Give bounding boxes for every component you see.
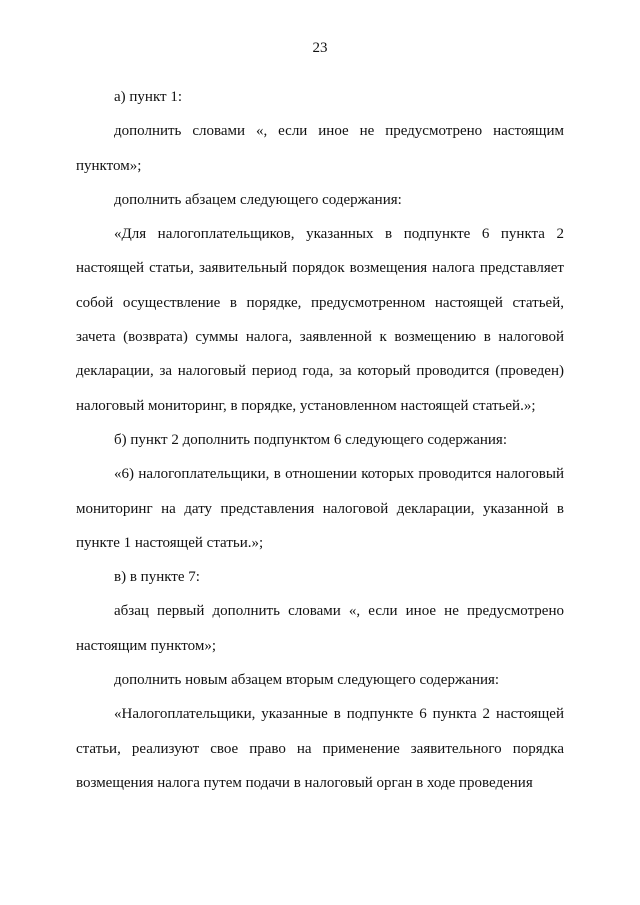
paragraph-item-a: а) пункт 1: <box>114 89 183 105</box>
paragraph-add-abzac: дополнить абзацем следующего содержания: <box>114 191 402 208</box>
paragraph-quote-declarative-order: «Для налогоплательщиков, указанных в подпункте 6 пункта 2 настоящей статьи, заявительный порядок возмещения налога представляет собой осуществление в порядке, предусмотренном настоящей статьей, зачета (возврата) суммы налога, заявленной к возмещению в налоговой декларации, за налоговый период года, за который проводится (проведен) налоговый мониторинг, в порядке, установленном настоящей статьей.»; <box>76 226 564 414</box>
paragraph-item-v: в) в пункте 7: <box>114 569 200 586</box>
paragraph-quote-subitem-6: «6) налогоплательщики, в отношении которых проводится налоговый мониторинг на дату представления налоговой декларации, указанной в пункте 1 настоящей статьи.»; <box>76 466 564 551</box>
paragraph-item-b: б) пункт 2 дополнить подпунктом 6 следующего содержания: <box>114 431 507 448</box>
page-number: 23 <box>312 40 328 56</box>
document-body <box>76 80 564 800</box>
paragraph-new-second-abzac: дополнить новым абзацем вторым следующего содержания: <box>114 672 500 689</box>
paragraph-first-abzac: абзац первый дополнить словами «, если иное не предусмотрено настоящим пунктом»; <box>76 603 564 654</box>
paragraph-amend-words: дополнить словами «, если иное не предусмотрено настоящим пунктом»; <box>76 123 564 174</box>
paragraph-quote-taxpayers: «Налогоплательщики, указанные в подпункте 6 пункта 2 настоящей статьи, реализуют свое право на применение заявительного порядка возмещения налога путем подачи в налоговый орган в ходе проведения <box>76 706 564 791</box>
